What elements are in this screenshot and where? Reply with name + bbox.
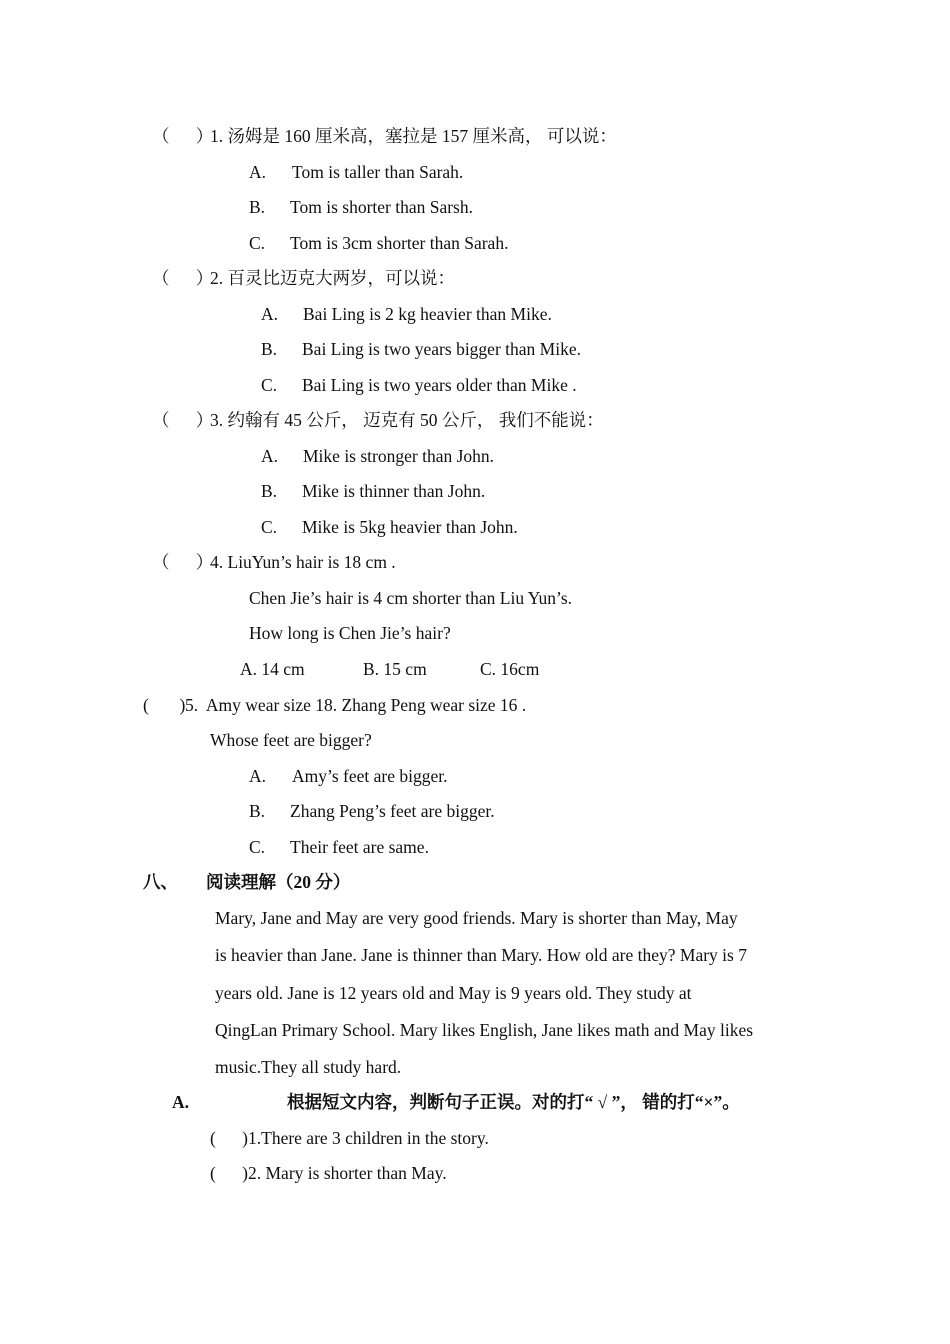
tf-item-1-bracket[interactable]: ( ): [210, 1128, 248, 1148]
q2-option-a-text: Bai Ling is 2 kg heavier than Mike.: [303, 304, 552, 324]
part-a-instruction: 根据短文内容，判断句子正误。对的打“ √ ”， 错的打“×”。: [287, 1092, 740, 1112]
q3-option-b-text: Mike is thinner than John.: [302, 481, 486, 501]
section-number: 八、: [143, 872, 178, 892]
passage-line: music.They all study hard.: [215, 1057, 402, 1077]
q5-option-b-text: Zhang Peng’s feet are bigger.: [290, 801, 495, 821]
q1-option-a-text: Tom is taller than Sarah.: [292, 162, 464, 182]
q1-stem: 1. 汤姆是 160 厘米高，塞拉是 157 厘米高， 可以说：: [210, 126, 617, 146]
part-a-letter: A.: [172, 1092, 190, 1112]
q5-line-2: Whose feet are bigger?: [210, 730, 372, 750]
q4-line-2: Chen Jie’s hair is 4 cm shorter than Liu Yun’s.: [249, 588, 573, 608]
q4-answer-bracket[interactable]: （ ）: [152, 552, 214, 572]
passage-line: Mary, Jane and May are very good friends. Mary is shorter than May, May: [215, 908, 738, 928]
q1-option-c-text: Tom is 3cm shorter than Sarah.: [290, 233, 509, 253]
section-title: 阅读理解（20 分）: [206, 872, 351, 892]
q5-option-a-text: Amy’s feet are bigger.: [292, 766, 448, 786]
q5-stem: 5. Amy wear size 18. Zhang Peng wear size 16 .: [185, 695, 527, 715]
q3-option-c-text: Mike is 5kg heavier than John.: [302, 517, 518, 537]
tf-item-2-bracket[interactable]: ( ): [210, 1163, 248, 1183]
q2-option-c-text: Bai Ling is two years older than Mike .: [302, 375, 577, 395]
q2-option-b-text: Bai Ling is two years bigger than Mike.: [302, 339, 581, 359]
q3-option-a-letter: A.: [261, 446, 279, 466]
q5-option-a-letter: A.: [249, 766, 267, 786]
q2-option-b-letter: B.: [261, 339, 278, 359]
q1-option-b-letter: B.: [249, 197, 266, 217]
q3-option-b-letter: B.: [261, 481, 278, 501]
q2-option-a-letter: A.: [261, 304, 279, 324]
q1-option-b-text: Tom is shorter than Sarsh.: [290, 197, 473, 217]
q3-option-a-text: Mike is stronger than John.: [303, 446, 495, 466]
passage-line: is heavier than Jane. Jane is thinner than Mary. How old are they? Mary is 7: [215, 945, 747, 965]
q3-answer-bracket[interactable]: （ ）: [152, 410, 214, 430]
q3-stem: 3. 约翰有 45 公斤， 迈克有 50 公斤， 我们不能说：: [210, 410, 604, 430]
q4-option-c: C. 16cm: [480, 659, 540, 679]
passage-line: years old. Jane is 12 years old and May is 9 years old. They study at: [215, 983, 692, 1003]
q2-stem: 2. 百灵比迈克大两岁，可以说：: [210, 268, 455, 288]
q2-option-c-letter: C.: [261, 375, 278, 395]
q5-option-b-letter: B.: [249, 801, 266, 821]
tf-item-1-text: 1.There are 3 children in the story.: [248, 1128, 489, 1148]
passage-line: QingLan Primary School. Mary likes English, Jane likes math and May likes: [215, 1020, 754, 1040]
q1-answer-bracket[interactable]: （ ）: [152, 126, 214, 146]
q4-stem: 4. LiuYun’s hair is 18 cm .: [210, 552, 396, 572]
tf-item-2-text: 2. Mary is shorter than May.: [248, 1163, 447, 1183]
q4-line-3: How long is Chen Jie’s hair?: [249, 623, 451, 643]
q5-option-c-letter: C.: [249, 837, 266, 857]
q4-option-a: A. 14 cm: [240, 659, 305, 679]
q1-option-c-letter: C.: [249, 233, 266, 253]
q5-option-c-text: Their feet are same.: [290, 837, 429, 857]
q2-answer-bracket[interactable]: （ ）: [152, 268, 214, 288]
q5-answer-bracket[interactable]: ( ): [143, 695, 186, 715]
q3-option-c-letter: C.: [261, 517, 278, 537]
q4-option-b: B. 15 cm: [363, 659, 427, 679]
q1-option-a-letter: A.: [249, 162, 267, 182]
